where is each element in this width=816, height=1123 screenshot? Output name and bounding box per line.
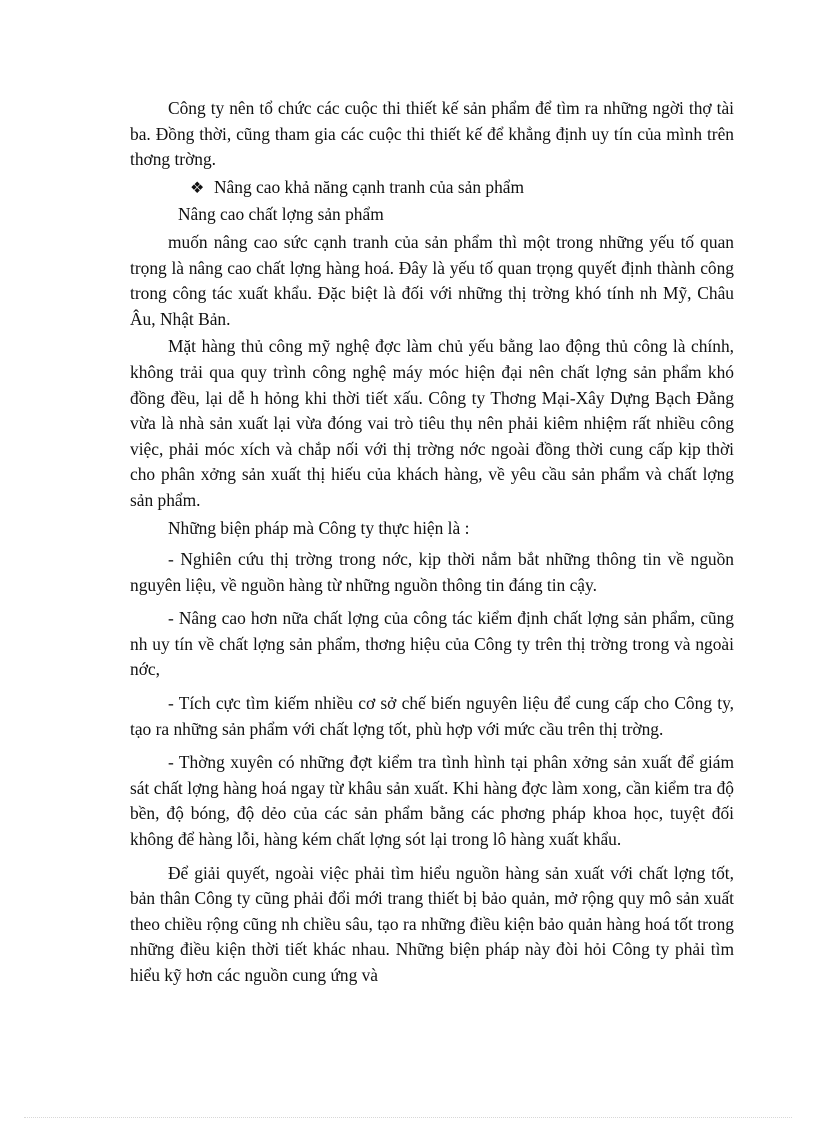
list-item-market-research: - Nghiên cứu thị trờng trong nớc, kịp thời nắm bắt những thông tin về nguồn nguyên liệu, về nguồn hàng từ những nguồn thông tin đáng tin cậy.: [130, 549, 734, 595]
paragraph-measures-intro: Những biện pháp mà Công ty thực hiện là :: [168, 517, 470, 538]
page-bottom-divider: [24, 1117, 792, 1118]
paragraph-design-contest: Công ty nên tổ chức các cuộc thi thiết kế sản phẩm để tìm ra những ngời thợ tài ba. Đồng thời, cũng tham gia các cuộc thi thiết kế để khẳng định uy tín của mình trên thơng trờng.: [130, 98, 734, 170]
section-heading: [130, 175, 734, 201]
paragraph-competitiveness: muốn nâng cao sức cạnh tranh của sản phẩm thì một trong những yếu tố quan trọng là nâng cao chất lợng hàng hoá. Đây là yếu tố quan trọng quyết định thành công trong công tác xuất khẩu. Đặc biệt là đối với những thị trờng khó tính nh Mỹ, Châu Âu, Nhật Bản.: [130, 231, 734, 329]
list-item-inspection: - Thờng xuyên có những đợt kiểm tra tình hình tại phân xởng sản xuất để giám sát chất lợng hàng hoá ngay từ khâu sản xuất. Khi hàng đợc làm xong, cần kiểm tra độ bền, độ bóng, độ dẻo của các sản phẩm bằng các phơng pháp khoa học, tuyệt đối không để hàng lỗi, hàng kém chất lợng sót lại trong lô hàng xuất khẩu.: [130, 752, 734, 850]
diamond-bullet-icon: ❖: [190, 179, 205, 197]
paragraph-solution: Để giải quyết, ngoài việc phải tìm hiểu nguồn hàng sản xuất với chất lợng tốt, bản thân Công ty cũng phải đổi mới trang thiết bị bảo quản, mở rộng quy mô sản xuất theo chiều rộng cũng nh chiều sâu, tạo ra những điều kiện bảo quản hàng hoá tốt trong những điều kiện thời tiết khác nhau. Những biện pháp này đòi hỏi Công ty phải tìm hiểu kỹ hơn các nguồn cung ứng và: [130, 862, 734, 985]
section-heading-text: Nâng cao khả năng cạnh tranh của sản phẩm: [214, 176, 525, 197]
paragraph-handicraft: Mặt hàng thủ công mỹ nghệ đợc làm chủ yếu bằng lao động thủ công là chính, không trải qua quy trình công nghệ máy móc hiện đại nên chất lợng sản phẩm khó đồng đều, lại dễ h hỏng khi thời tiết xấu. Công ty Thơng Mại-Xây Dựng Bạch Đằng vừa là nhà sản xuất lại vừa đóng vai trò tiêu thụ nên phải kiêm nhiệm rất nhiều công việc, phải móc xích và chắp nối với thị trờng nớc ngoài đồng thời cung cấp kịp thời cho phân xởng sản xuất thị hiếu của khách hàng, về yêu cầu sản phẩm và chất lợng sản phẩm.: [130, 336, 734, 510]
list-item-quality-control: - Nâng cao hơn nữa chất lợng của công tác kiểm định chất lợng sản phẩm, cũng nh uy tín về chất lợng sản phẩm, thơng hiệu của Công ty trên thị trờng trong và ngoài nớc,: [130, 608, 734, 680]
document-page: [130, 96, 734, 995]
list-item-raw-materials: - Tích cực tìm kiếm nhiều cơ sở chế biến nguyên liệu để cung cấp cho Công ty, tạo ra những sản phẩm với chất lợng tốt, phù hợp với mức cầu trên thị trờng.: [130, 693, 734, 739]
subsection-heading: Nâng cao chất lợng sản phẩm: [178, 204, 384, 225]
